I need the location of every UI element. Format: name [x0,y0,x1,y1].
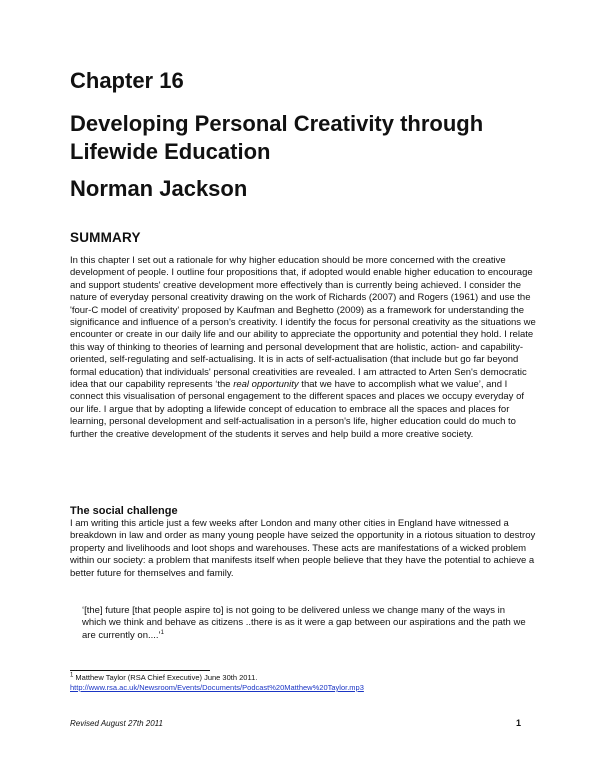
footnote [70,673,530,693]
social-challenge-paragraph: I am writing this article just a few weeks after London and many other cities in England have witnessed a breakdown in law and order as many young people have seized the opportunity in a riotous situation to destroy property and livelihoods and loot shops and warehouses. These acts are manifestations of a wicked problem within our society: a problem that manifests itself when people believe that they have the potential to achieve a better future for themselves and family. [70,518,536,579]
footnote-reference[interactable]: 1 [160,629,165,636]
block-quote [82,605,527,642]
quote-text: ‘[the] future [that people aspire to] is not going to be delivered unless we change many of the ways in which we think and behave as citizens ..there is as it were a gap between our aspirations and the path we are currently on....’ [82,605,526,641]
footnote-number: 1 [70,672,74,679]
summary-heading: SUMMARY [70,230,141,245]
summary-italic-phrase: real opportunity [233,379,299,391]
footnote-podcast-link[interactable]: http://www.rsa.ac.uk/Newsroom/Events/Documents/Podcast%20Matthew%20Taylor.mp3 [70,683,364,692]
summary-text-part-1: In this chapter I set out a rationale for why higher education should be more concerned with the creative development of people. I outline four propositions that, if adopted would enable higher education to encourage and support students' creative development more effectively than is currently being achieved. I consider the nature of everyday personal creativity drawing on the work of Richards (2007) and Rogers (1961) and use the 'four-C model of creativity' proposed by Kaufman and Beghetto (2009) as a framework for understanding the significance and influence of a person's creativity. I identify the focus for personal creativity as the situations we encounter or create in our daily life and our ability to appreciate the opportunity and potential they hold. I relate this way of thinking to theories of learning and personal development that are holistic, action- and capability-oriented, self-regulating and self-actualising. It is in acts of self-actualisation (that include but go far beyond formal education) that individuals' personal creativities are revealed. I am attracted to Arten Sen's democratic idea that our capability represents ‘the [70,255,536,391]
summary-text-part-2: that we have to accomplish what we value’, and I connect this visualisation of personal engagement to the different spaces and places we occupy everyday of our life. I argue that by adopting a lifewide concept of education to embrace all the spaces and places for learning, personal development and self-actualisation in a person's life, higher education could do much to further the creative development of the students it serves and help build a more creative society. [70,379,524,440]
social-challenge-heading: The social challenge [70,505,178,517]
footnote-text: Matthew Taylor (RSA Chief Executive) June 30th 2011. [73,673,258,682]
summary-paragraph [70,255,540,441]
revision-date: Revised August 27th 2011 [70,719,163,728]
chapter-label: Chapter 16 [70,68,184,93]
footnote-divider [70,670,210,671]
author-name: Norman Jackson [70,176,248,201]
chapter-title: Developing Personal Creativity through Lifewide Education [70,111,484,164]
page-number: 1 [516,718,522,728]
